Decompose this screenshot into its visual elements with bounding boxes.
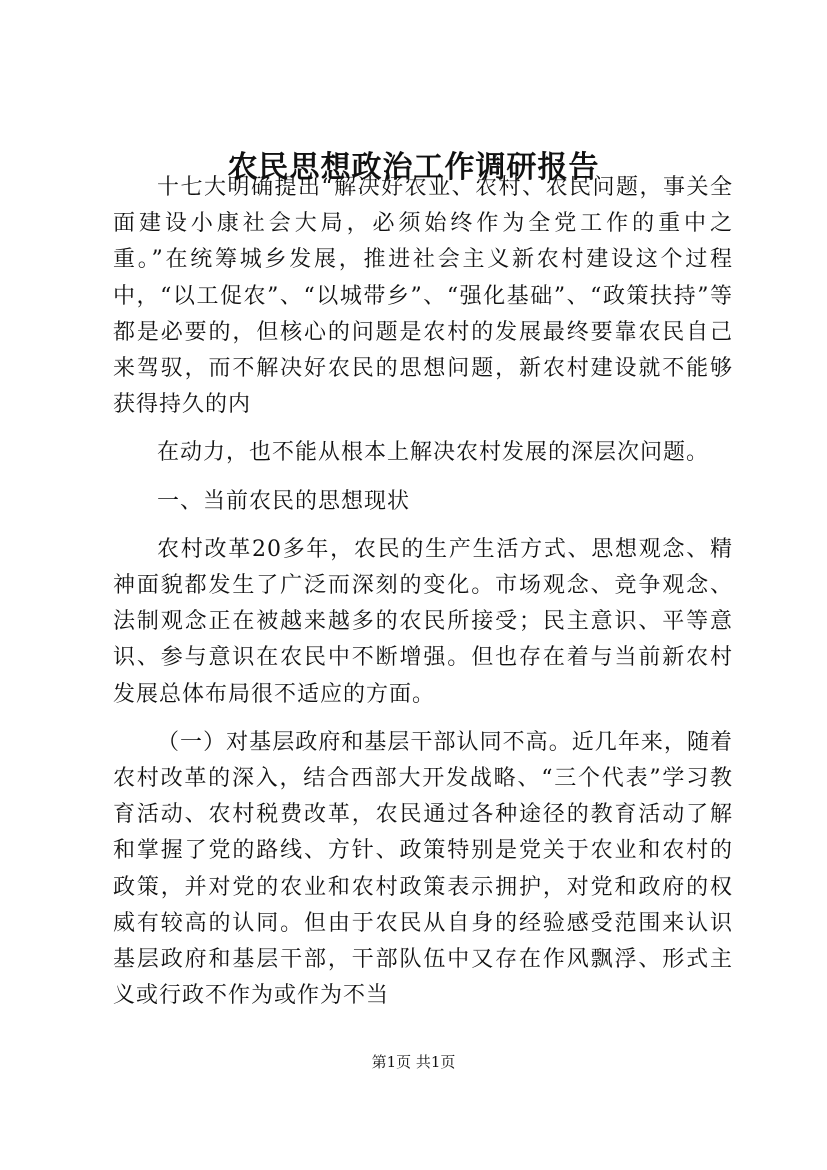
paragraph-continuation: 在动力，也不能从根本上解决农村发展的深层次问题。	[157, 440, 710, 466]
document-title: 农民思想政治工作调研报告	[227, 150, 600, 185]
document-body	[113, 170, 733, 1014]
paragraph-subsection-one: （一）对基层政府和基层干部认同不高。近几年来，随着农村改革的深入，结合西部大开发战略、“三个代表”学习教育活动、农村税费改革，农民通过各种途径的教育活动了解和掌握了党的路线、方针、政策特别是党关于农业和农村的政策，并对党的农业和农村政策表示拥护，对党和政府的权威有较高的认同。但由于农民从自身的经验感受范围来认识基层政府和基层干部，干部队伍中又存在作风飘浮、形式主义或行政不作为或作为不当	[113, 729, 733, 1009]
section-heading-current-situation: 一、当前农民的思想现状	[157, 488, 411, 514]
paragraph-intro: 十七大明确提出“解决好农业、农村、农民问题，事关全面建设小康社会大局，必须始终作为全党工作的重中之重。”在统筹城乡发展，推进社会主义新农村建设这个过程中，“以工促农”、“以城带乡”、“强化基础”、“政策扶持”等都是必要的，但核心的问题是农村的发展最终要靠农民自己来驾驭，而不解决好农民的思想问题，新农村建设就不能够获得持久的内	[113, 175, 733, 418]
page-number: 第1页 共1页	[371, 1053, 456, 1071]
paragraph-rural-reform: 农村改革20多年，农民的生产生活方式、思想观念、精神面貌都发生了广泛而深刻的变化。市场观念、竞争观念、法制观念正在被越来越多的农民所接受；民主意识、平等意识、参与意识在农民中不断增强。但也存在着与当前新农村发展总体布局很不适应的方面。	[113, 536, 733, 707]
